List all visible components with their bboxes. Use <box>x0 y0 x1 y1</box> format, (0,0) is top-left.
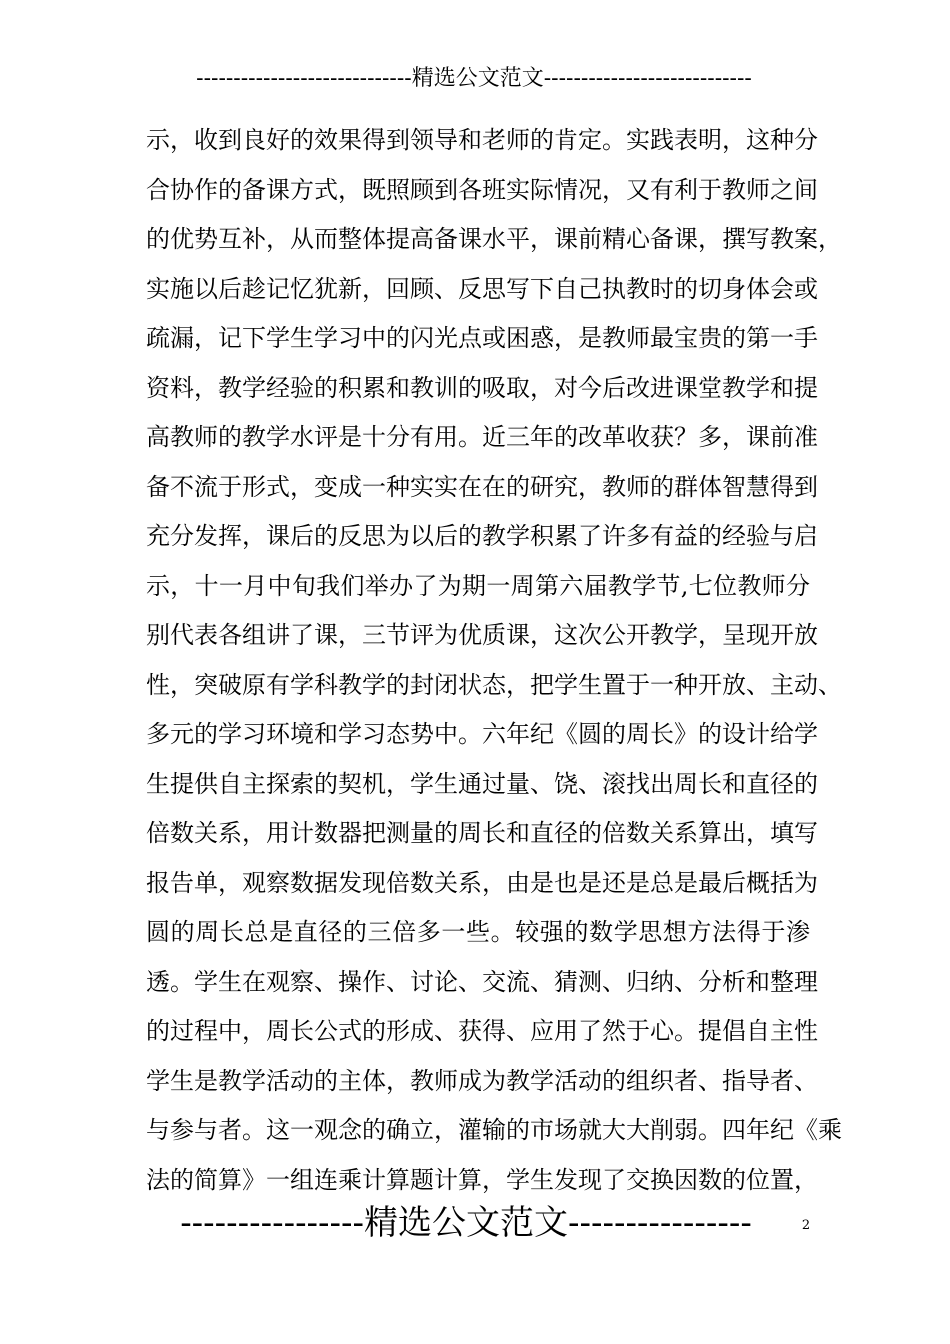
text-line: 透。学生在观察、操作、讨论、交流、猜测、归纳、分析和整理 <box>146 967 818 996</box>
text-line: 的过程中，周长公式的形成、获得、应用了然于心。提倡自主性 <box>146 1017 818 1045</box>
text-line: 生提供自主探索的契机，学生通过量、饶、滚找出周长和直径的 <box>146 769 818 798</box>
text-line: 备不流于形式，变成一种实实在在的研究，教师的群体智慧得到 <box>146 472 818 501</box>
page-number: 2 <box>801 1218 811 1233</box>
text-line: 资料，教学经验的积累和教训的吸取，对今后改进课堂教学和提 <box>146 373 818 402</box>
text-line: 与参与者。这一观念的确立，灌输的市场就大大削弱。四年纪《乘 <box>146 1116 842 1144</box>
text-line: 别代表各组讲了课，三节评为优质课，这次公开教学，呈现开放 <box>146 621 818 649</box>
text-line: 高教师的教学水评是十分有用。近三年的改革收获？多，课前准 <box>146 423 818 451</box>
text-line: 圆的周长总是直径的三倍多一些。较强的数学思想方法得于渗 <box>146 918 810 946</box>
text-line: 学生是教学活动的主体，教师成为教学活动的组织者、指导者、 <box>146 1066 818 1095</box>
text-line: 示，收到良好的效果得到领导和老师的肯定。实践表明，这种分 <box>146 126 818 154</box>
text-line: 合协作的备课方式，既照顾到各班实际情况，又有利于教师之间 <box>146 175 818 204</box>
text-line: 多元的学习环境和学习态势中。六年纪《圆的周长》的设计给学 <box>146 720 818 748</box>
text-line: 疏漏，记下学生学习中的闪光点或困惑，是教师最宝贵的第一手 <box>146 324 818 352</box>
text-line: 实施以后趁记忆犹新，回顾、反思写下自己执教时的切身体会或 <box>146 274 818 303</box>
page-footer: ----------------精选公文范文---------------- <box>180 1203 752 1243</box>
text-line: 充分发挥，课后的反思为以后的教学积累了许多有益的经验与启 <box>146 522 818 550</box>
page-header: -----------------------------精选公文范文---------------------------- <box>196 66 752 91</box>
text-line: 倍数关系，用计数器把测量的周长和直径的倍数关系算出，填写 <box>146 819 818 847</box>
text-line: 报告单，观察数据发现倍数关系，由是也是还是总是最后概括为 <box>146 868 818 897</box>
text-line: 性，突破原有学科教学的封闭状态，把学生置于一种开放、主动、 <box>146 670 842 699</box>
body-text <box>146 116 842 1205</box>
text-line: 法的简算》一组连乘计算题计算，学生发现了交换因数的位置， <box>146 1165 818 1194</box>
text-line: 示，十一月中旬我们举办了为期一周第六届教学节,七位教师分 <box>146 571 810 600</box>
text-line: 的优势互补，从而整体提高备课水平，课前精心备课，撰写教案， <box>146 225 842 253</box>
